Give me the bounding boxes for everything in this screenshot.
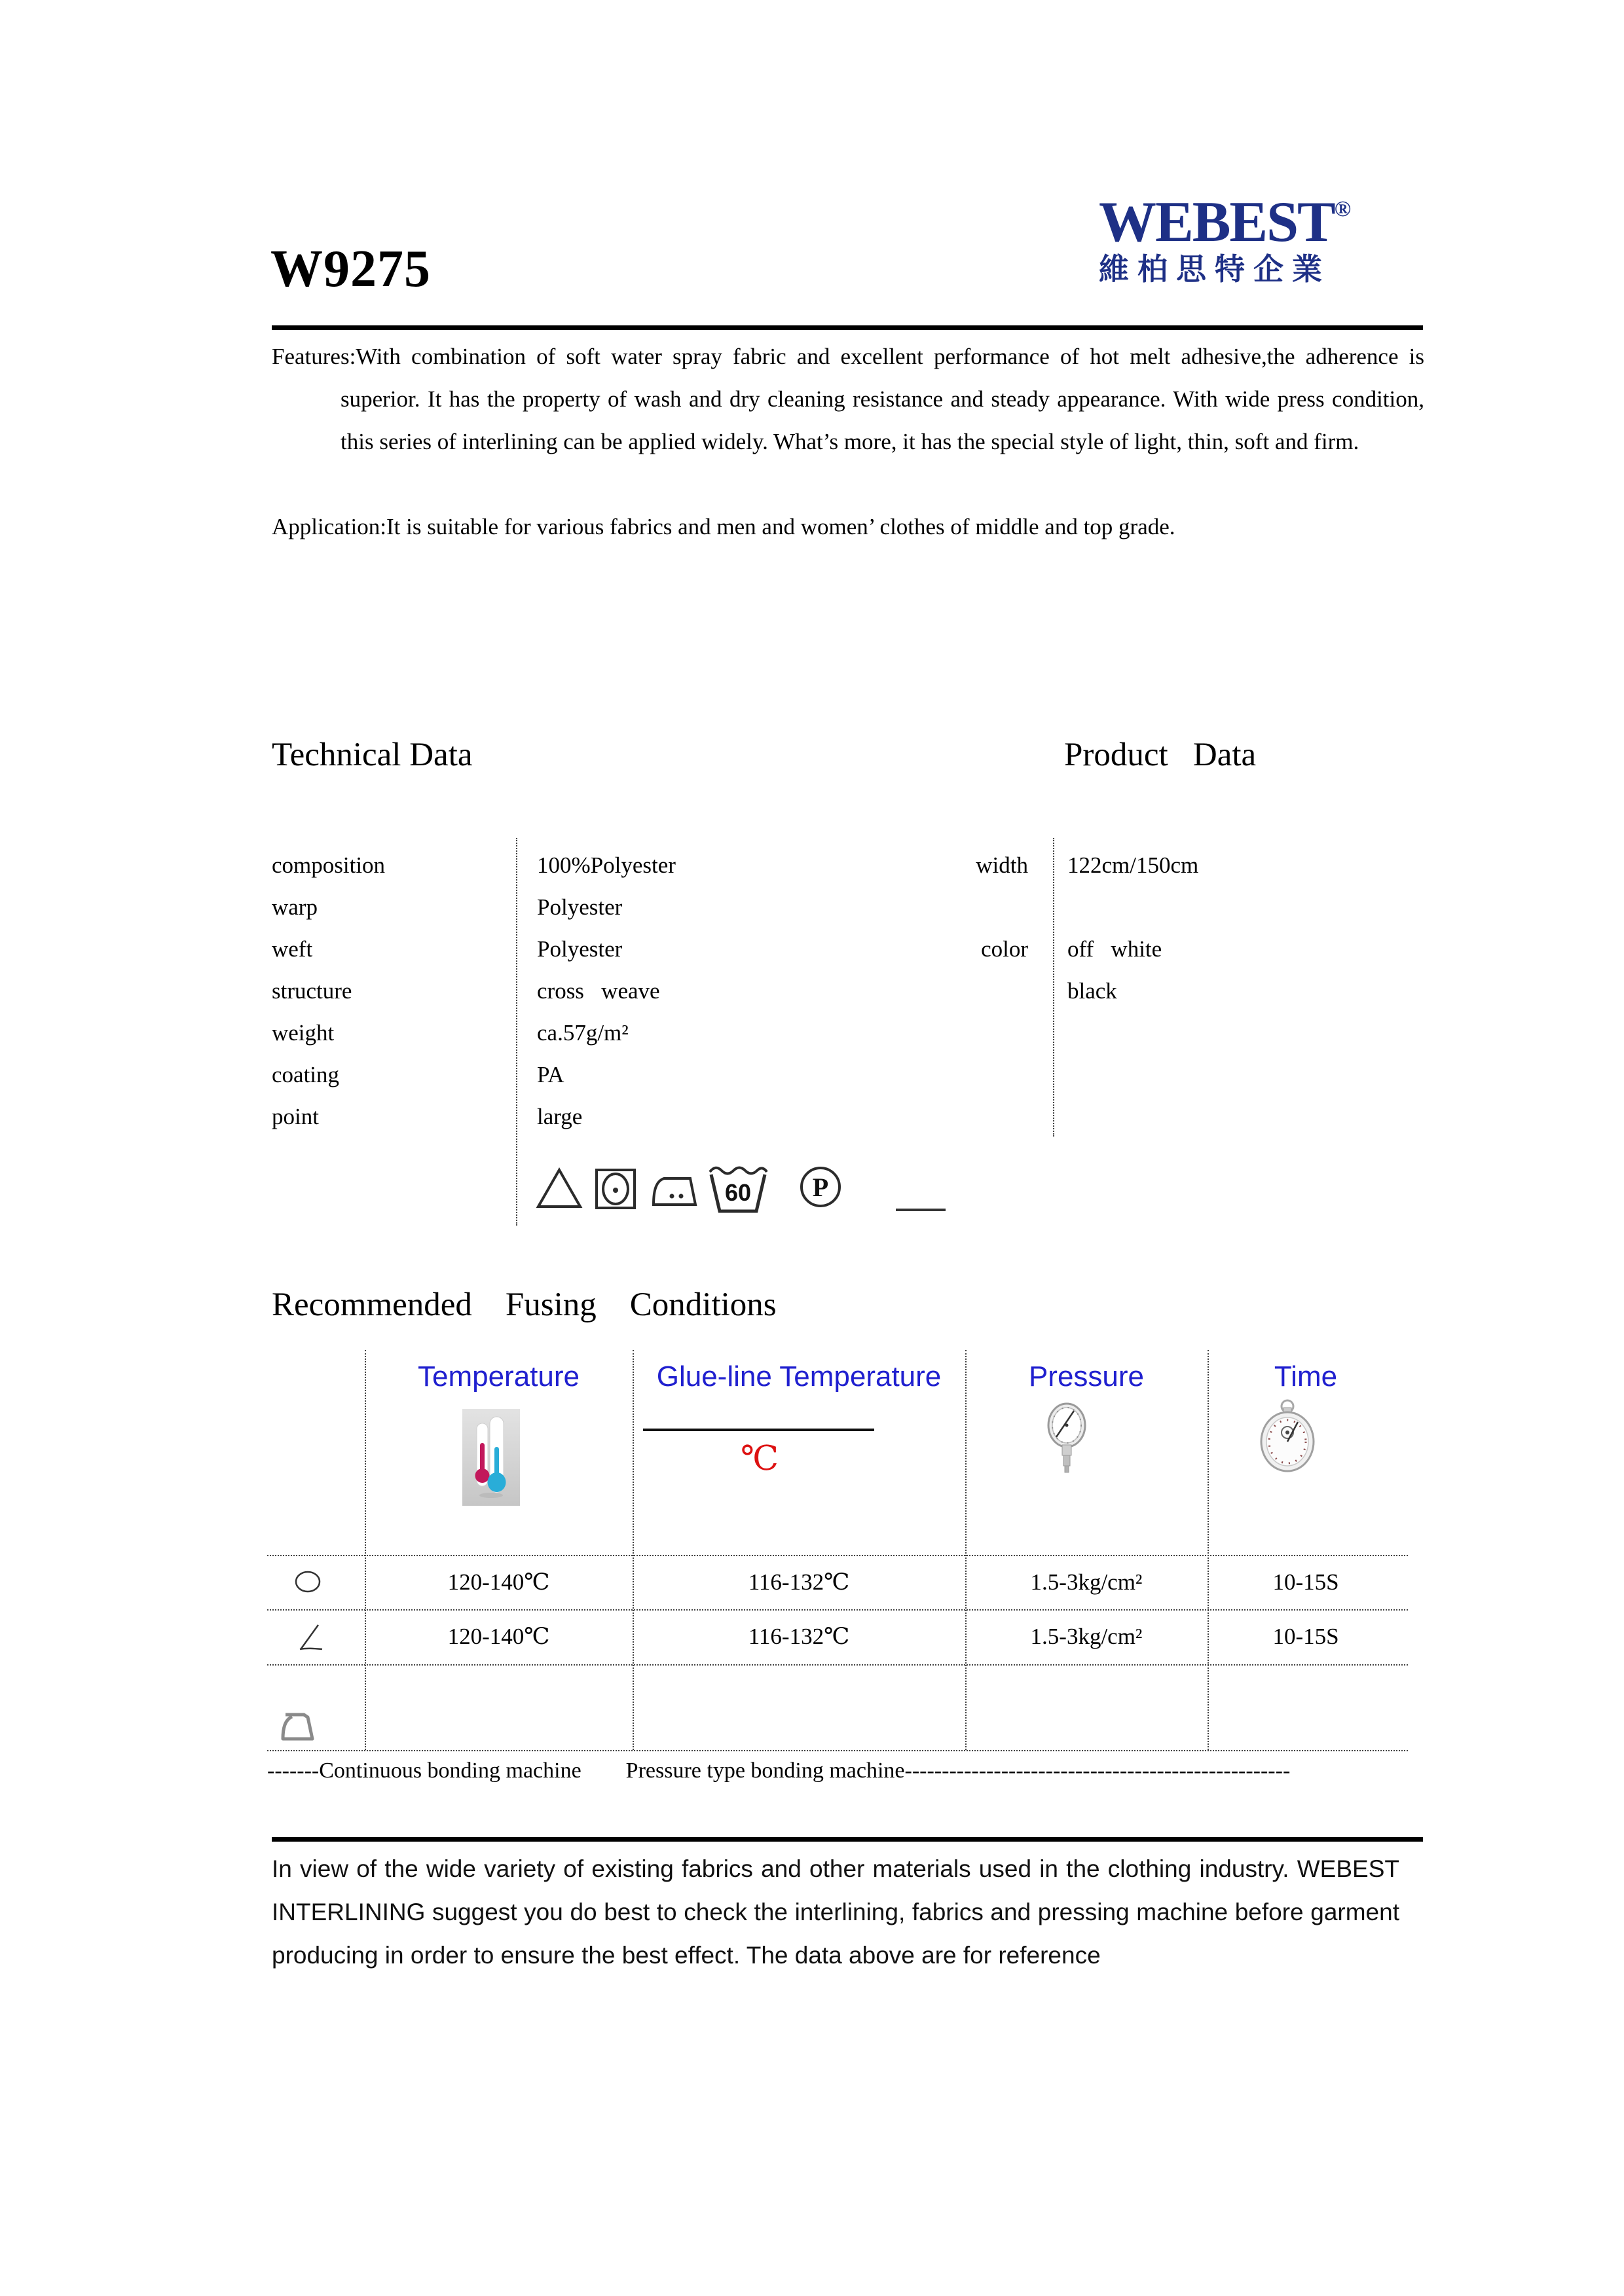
- fusing-temperature-r1: 120-140℃: [447, 1569, 550, 1595]
- product-label-color: color: [981, 936, 1028, 962]
- fusing-symbol-iron: [278, 1709, 316, 1745]
- technical-label-structure: structure: [272, 978, 352, 1004]
- fusing-column-line: [965, 1350, 967, 1750]
- fusing-glue-line-r2: 116-132℃: [748, 1624, 850, 1649]
- wash-temperature-label: 60: [724, 1179, 752, 1206]
- features-paragraph: Features:With combination of soft water spray fabric and excellent performance of hot melt adhesive,the adherence is superior. It has the property of wash and dry cleaning resistance and steady appearance. With wide press condition, this series of interlining can be applied widely. What’s more, it has the special style of light, thin, soft and firm.: [272, 344, 1424, 454]
- logo-chinese-text: 維柏思特企業: [1099, 252, 1331, 286]
- technical-separator-line: [516, 838, 517, 1226]
- dry-clean-letter: P: [812, 1173, 829, 1202]
- fusing-row-line: [267, 1750, 1408, 1751]
- page-title: W9275: [270, 240, 431, 298]
- column-header-pressure: Pressure: [1028, 1360, 1145, 1393]
- fusing-temperature-r2: 120-140℃: [447, 1624, 550, 1649]
- fusing-conditions-heading: Recommended Fusing Conditions: [272, 1286, 777, 1323]
- technical-value-weft: Polyester: [537, 936, 623, 962]
- fusing-symbol-circle: [292, 1569, 323, 1595]
- fusing-pressure-r2: 1.5-3kg/cm²: [1030, 1624, 1143, 1649]
- glue-line-unit: ℃: [740, 1440, 779, 1478]
- footer-disclaimer: In view of the wide variety of existing fabrics and other materials used in the clothing industry. WEBEST INTERLINING suggest you do best to check the interlining, fabrics and pressing machine before garment producing in order to ensure the best effect. The data above are for reference: [272, 1855, 1399, 1969]
- technical-label-warp: warp: [272, 894, 318, 920]
- logo-wordmark: [1099, 191, 1407, 254]
- iron-icon: [650, 1172, 702, 1210]
- fusing-time-r1: 10-15S: [1272, 1569, 1339, 1595]
- fusing-time-r2: 10-15S: [1272, 1624, 1339, 1649]
- fusing-column-line: [1208, 1350, 1209, 1750]
- product-value-color-2: black: [1067, 978, 1117, 1004]
- thermometer-icon: [462, 1409, 520, 1506]
- product-value-color-1: off white: [1067, 936, 1162, 962]
- stopwatch-icon: [1257, 1398, 1318, 1473]
- header-divider: [272, 325, 1423, 330]
- technical-value-weight: ca.57g/m²: [537, 1020, 629, 1046]
- fusing-row-line: [267, 1664, 1408, 1666]
- wash-60-icon: [706, 1161, 770, 1216]
- tumble-dry-icon: [595, 1168, 637, 1210]
- technical-value-structure: cross weave: [537, 978, 660, 1004]
- product-label-width: width: [976, 852, 1028, 878]
- fusing-column-line: [633, 1350, 634, 1750]
- application-line: Application:It is suitable for various fabrics and men and women’ clothes of middle and top grade.: [272, 514, 1175, 539]
- technical-data-heading: Technical Data: [272, 737, 473, 773]
- pressure-gauge-icon: [1046, 1396, 1087, 1476]
- fusing-pressure-r1: 1.5-3kg/cm²: [1030, 1569, 1143, 1595]
- bleach-triangle-icon: [535, 1167, 583, 1210]
- technical-value-coating: PA: [537, 1062, 564, 1087]
- technical-value-point: large: [537, 1104, 583, 1129]
- technical-label-coating: coating: [272, 1062, 340, 1087]
- fusing-symbol-angle: [295, 1622, 326, 1652]
- column-header-glue-line: Glue-line Temperature: [656, 1360, 942, 1393]
- registered-trademark-icon: ®: [1334, 197, 1352, 221]
- product-value-width: 122cm/150cm: [1067, 852, 1199, 878]
- technical-value-composition: 100%Polyester: [537, 852, 676, 878]
- product-separator-line: [1053, 838, 1054, 1137]
- technical-label-point: point: [272, 1104, 319, 1129]
- technical-label-weight: weight: [272, 1020, 335, 1046]
- care-dash-icon: [896, 1209, 946, 1211]
- product-data-heading: Product Data: [1064, 737, 1257, 773]
- fusing-caption: -------Continuous bonding machine Pressure type bonding machine----------------------------------------------------: [267, 1758, 1291, 1783]
- column-header-temperature: Temperature: [417, 1360, 580, 1393]
- technical-value-warp: Polyester: [537, 894, 623, 920]
- glue-line-rule: [643, 1429, 874, 1431]
- logo-text: WEBEST: [1099, 191, 1335, 254]
- dry-clean-p-icon: [799, 1165, 842, 1209]
- column-header-time: Time: [1274, 1360, 1338, 1393]
- fusing-column-line: [365, 1350, 366, 1750]
- fusing-glue-line-r1: 116-132℃: [748, 1569, 850, 1595]
- technical-label-weft: weft: [272, 936, 313, 962]
- company-logo: [1099, 191, 1407, 286]
- footer-divider: [272, 1837, 1423, 1842]
- technical-label-composition: composition: [272, 852, 386, 878]
